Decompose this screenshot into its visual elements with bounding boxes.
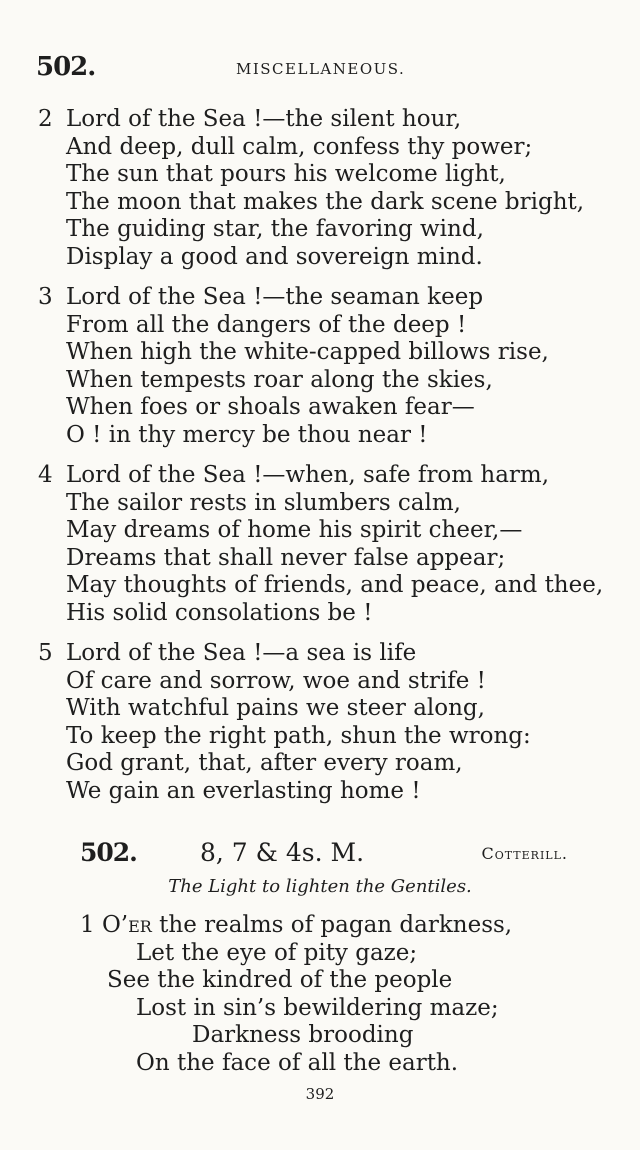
hymn-heading [80, 838, 580, 872]
stanza-line: When high the white-capped billows rise, [66, 339, 549, 366]
hymn-meter: 8, 7 & 4s. M. [200, 838, 365, 867]
stanza-line: Let the eye of pity gaze; [136, 939, 418, 966]
stanza-line: And deep, dull calm, confess thy power; [66, 133, 533, 160]
page-header [36, 52, 604, 82]
stanza-number: 4 [38, 462, 53, 488]
stanza-line: 1 O’er the realms of pagan darkness, [80, 912, 513, 938]
stanza-line: On the face of all the earth. [136, 1049, 459, 1076]
running-hymn-number: 502. [36, 52, 96, 82]
stanza-line: See the kindred of the people [107, 967, 453, 994]
stanza-line: The moon that makes the dark scene bright, [66, 188, 585, 215]
stanza-line: When foes or shoals awaken fear— [66, 394, 475, 421]
stanza-line: 3 Lord of the Sea !—the seaman keep [38, 284, 484, 310]
hymn-author: Cotterill. [481, 844, 568, 863]
stanza-line: When tempests roar along the skies, [66, 366, 493, 393]
stanza-number: 2 [38, 106, 53, 132]
stanza-line: The guiding star, the favoring wind, [66, 216, 484, 243]
stanza-number: 1 [80, 912, 95, 938]
stanza-line: The sun that pours his welcome light, [66, 161, 506, 188]
stanza-line: His solid consolations be ! [66, 599, 373, 626]
stanza-number: 3 [38, 284, 53, 310]
stanza-4 [38, 462, 628, 628]
stanza-line: God grant, that, after every roam, [66, 750, 463, 777]
page-number: 392 [305, 1085, 335, 1103]
stanza-line: 5 Lord of the Sea !—a sea is life [38, 640, 417, 666]
stanza-line: From all the dangers of the deep ! [66, 311, 467, 338]
stanza-line: With watchful pains we steer along, [66, 695, 485, 722]
stanza-line: Dreams that shall never false appear; [66, 544, 506, 571]
section-title: MISCELLANEOUS. [236, 60, 406, 78]
stanza-line: Of care and sorrow, woe and strife ! [66, 667, 486, 694]
stanza-line: May dreams of home his spirit cheer,— [66, 517, 523, 544]
stanza-line: To keep the right path, shun the wrong: [66, 722, 531, 749]
stanza-line: The sailor rests in slumbers calm, [66, 489, 461, 516]
hymn-subtitle: The Light to lighten the Gentiles. [168, 876, 472, 897]
stanza-5 [38, 640, 628, 806]
stanza-line: 4 Lord of the Sea !—when, safe from harm, [38, 462, 550, 488]
stanza-line: Lost in sin’s bewildering maze; [136, 994, 499, 1021]
stanza-line: O ! in thy mercy be thou near ! [66, 421, 428, 448]
hymn-stanza-1 [0, 912, 640, 1078]
stanza-3 [38, 284, 628, 450]
stanza-line: Darkness brooding [192, 1022, 414, 1049]
stanza-line: Display a good and sovereign mind. [66, 243, 483, 270]
hymn-number: 502. [80, 838, 137, 867]
stanza-line: 2 Lord of the Sea !—the silent hour, [38, 106, 462, 132]
stanza-number: 5 [38, 640, 53, 666]
stanza-line: We gain an everlasting home ! [66, 777, 421, 804]
stanza-line: May thoughts of friends, and peace, and thee, [66, 572, 604, 599]
stanza-2 [38, 106, 628, 272]
